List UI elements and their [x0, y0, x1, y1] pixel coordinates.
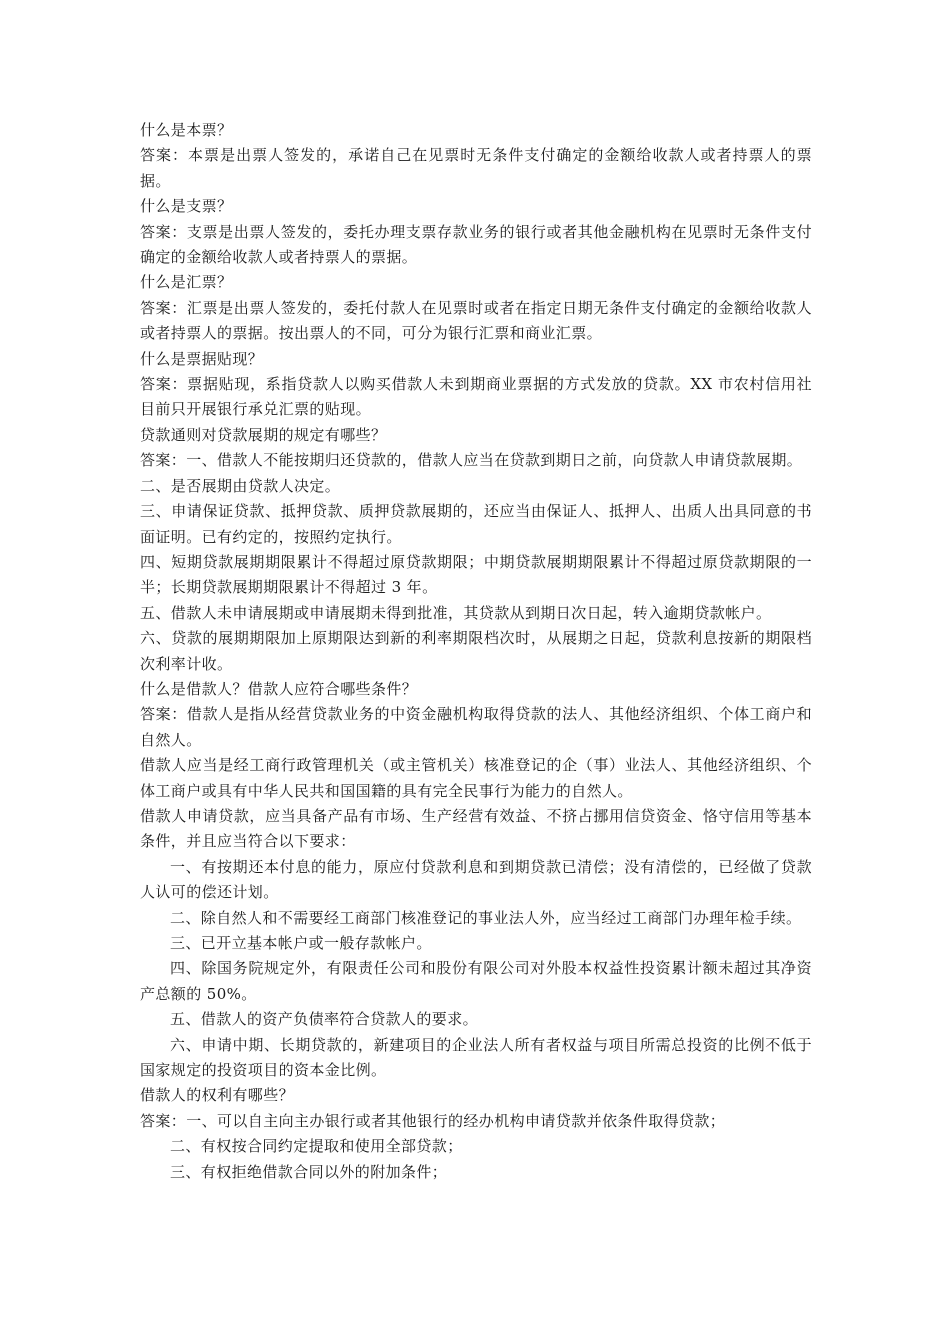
paragraph-2: 什么是支票？ — [140, 197, 233, 216]
paragraph-6: 什么是票据贴现？ — [140, 349, 264, 368]
paragraph-14: 六、贷款的展期期限加上原期限达到新的利率期限档次时，从展期之日起，贷款利息按新的期限档次利率计收。 — [140, 629, 812, 673]
paragraph-0: 什么是本票？ — [140, 121, 233, 139]
paragraph-9: 答案：一、借款人不能按期归还贷款的，借款人应当在贷款到期日之前，向贷款人申请贷款展期。 — [140, 451, 803, 470]
paragraph-8: 贷款通则对贷款展期的规定有哪些？ — [140, 425, 387, 444]
paragraph-3: 答案：支票是出票人签发的，委托办理支票存款业务的银行或者其他金融机构在见票时无条件支付确定的金额给收款人或者持票人的票据。 — [140, 222, 812, 267]
paragraph-23: 五、借款人的资产负债率符合贷款人的要求。 — [170, 1010, 479, 1029]
paragraph-19: 一、有按期还本付息的能力，原应付贷款利息和到期贷款已清偿；没有清偿的，已经做了贷款人认可的偿还计划。 — [140, 857, 812, 902]
paragraph-24: 六、申请中期、长期贷款的，新建项目的企业法人所有者权益与项目所需总投资的比例不低于国家规定的投资项目的资本金比例。 — [140, 1035, 812, 1080]
paragraph-11: 三、申请保证贷款、抵押贷款、质押贷款展期的，还应当由保证人、抵押人、出质人出具同意的书面证明。已有约定的，按照约定执行。 — [140, 502, 812, 546]
paragraph-12: 四、短期贷款展期期限累计不得超过原贷款期限；中期贷款展期期限累计不得超过原贷款期限的一半；长期贷款展期期限累计不得超过 3 年。 — [140, 552, 812, 597]
paragraph-4: 什么是汇票？ — [140, 273, 233, 292]
paragraph-13: 五、借款人未申请展期或申请展期未得到批准，其贷款从到期日次日起，转入逾期贷款帐户。 — [140, 603, 772, 622]
paragraph-18: 借款人申请贷款，应当具备产品有市场、生产经营有效益、不挤占挪用信贷资金、恪守信用等基本条件，并且应当符合以下要求： — [140, 806, 812, 851]
paragraph-25: 借款人的权利有哪些？ — [140, 1086, 295, 1105]
paragraph-5: 答案：汇票是出票人签发的，委托付款人在见票时或者在指定日期无条件支付确定的金额给收款人或者持票人的票据。按出票人的不同，可分为银行汇票和商业汇票。 — [140, 298, 812, 343]
paragraph-1: 答案：本票是出票人签发的，承诺自己在见票时无条件支付确定的金额给收款人或者持票人的票据。 — [140, 146, 812, 190]
paragraph-22: 四、除国务院规定外，有限责任公司和股份有限公司对外股本权益性投资累计额未超过其净资产总额的 50%。 — [140, 959, 812, 1003]
paragraph-20: 二、除自然人和不需要经工商部门核准登记的事业法人外，应当经过工商部门办理年检手续。 — [170, 908, 802, 927]
paragraph-26: 答案：一、可以自主向主办银行或者其他银行的经办机构申请贷款并依条件取得贷款； — [140, 1111, 726, 1130]
paragraph-27: 二、有权按合同约定提取和使用全部贷款； — [170, 1137, 463, 1156]
paragraph-15: 什么是借款人？借款人应符合哪些条件？ — [140, 679, 418, 698]
paragraph-21: 三、已开立基本帐户或一般存款帐户。 — [170, 934, 432, 952]
paragraph-16: 答案：借款人是指从经营贷款业务的中资金融机构取得贷款的法人、其他经济组织、个体工商户和自然人。 — [140, 705, 812, 749]
document-body — [140, 118, 812, 1185]
paragraph-28: 三、有权拒绝借款合同以外的附加条件； — [170, 1162, 448, 1181]
paragraph-17: 借款人应当是经工商行政管理机关（或主管机关）核准登记的企（事）业法人、其他经济组织、个体工商户或具有中华人民共和国国籍的具有完全民事行为能力的自然人。 — [140, 756, 812, 800]
paragraph-7: 答案：票据贴现，系指贷款人以购买借款人未到期商业票据的方式发放的贷款。XX 市农村信用社目前只开展银行承兑汇票的贴现。 — [140, 375, 812, 419]
paragraph-10: 二、是否展期由贷款人决定。 — [140, 476, 341, 495]
